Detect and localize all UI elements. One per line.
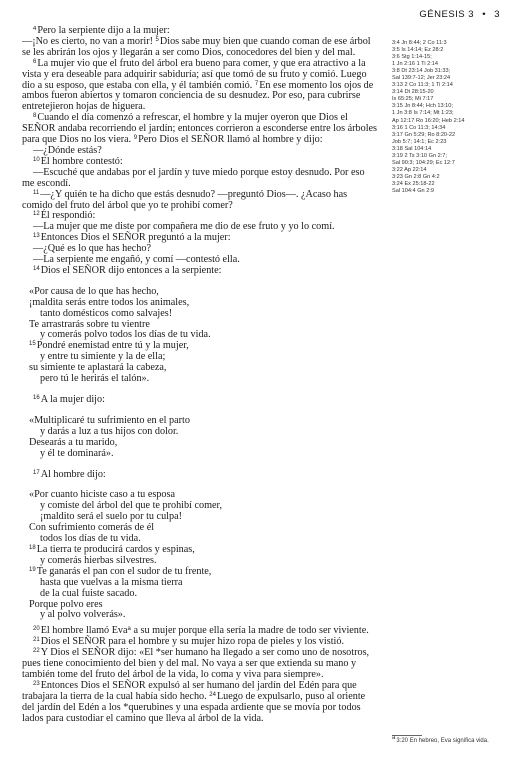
verse-text: El hombre llamó Eva — [40, 625, 128, 637]
verse-number: 21 — [33, 637, 40, 644]
cross-reference: 3:8 Dt 23:14 Job 31:33; — [392, 68, 451, 75]
cross-reference: 3:15 Jn 8:44; Hch 13:10; — [392, 103, 453, 110]
page-number: 3 — [494, 9, 500, 20]
poem-block — [22, 490, 378, 621]
poem-line: hasta que vuelvas a la misma tierra — [40, 576, 183, 588]
poem-line: ¡maldita serás entre todos los animales, — [29, 296, 190, 308]
verse-text: —¿Dónde estás? — [33, 144, 102, 156]
cross-reference: Sal 104:4 Gn 2:9 — [392, 187, 434, 194]
verse-text: Entonces Dios el SEÑOR preguntó a la mujer: — [40, 232, 231, 244]
verse-paragraph — [22, 190, 378, 212]
poem-line: Porque polvo eres — [29, 598, 103, 610]
poem-line: «Multiplicaré tu sufrimiento en el parto — [29, 414, 190, 426]
verse-paragraph — [22, 681, 378, 725]
cross-reference: 3:6 Stg 1:14-15; — [392, 54, 432, 61]
verse-text: —¿Qué es lo que has hecho? — [33, 243, 151, 255]
verse-text: Pero la serpiente dijo a la mujer: — [37, 26, 170, 36]
poem-block — [22, 416, 378, 460]
verse-text: Entonces Dios el SEÑOR expulsó al ser humano del jardín del Edén para que trabajara la tierra de la cual había sido hecho. — [22, 679, 357, 702]
verse-text: —¿Y quién te ha dicho que estás desnudo? —preguntó Dios—. ¿Acaso has comido del fruto del árbol que yo te prohibí comer? — [22, 188, 348, 211]
poem-line: pero tú le herirás el talón». — [40, 373, 150, 385]
cross-reference: Is 65:25; Mi 7:17 — [392, 96, 434, 103]
footnote-ref: 3:20 — [396, 738, 409, 744]
verse-number: 5 — [155, 36, 159, 43]
poem-line: todos los días de tu vida. — [40, 533, 141, 545]
verse-text: La mujer vio que el fruto del árbol era bueno para comer, y que era atractivo a la vista y era deseable para adquirir sabiduría; así que tomó de su fruto y comió. Luego dio a su esposo, que estaba con ella, y él también comió. — [22, 57, 367, 91]
cross-reference: Sal 139:7-12; Jer 23:24 — [392, 75, 451, 82]
verse-number: 6 — [33, 58, 37, 65]
verse-number: 13 — [33, 233, 40, 240]
running-head — [419, 9, 500, 20]
poem-line: y entre tu simiente y la de ella; — [40, 351, 166, 363]
poem-block — [22, 287, 378, 385]
cross-reference: 3:19 2 Ts 3:10 Gn 2:7; — [392, 152, 447, 159]
poem-line: Desearás a tu marido, — [29, 436, 118, 448]
verse-number: 15 — [29, 341, 36, 348]
verse-text: —Escuché que andabas por el jardín y tuve miedo porque estoy desnudo. Por eso me escondí. — [22, 166, 365, 189]
cross-reference: 3:17 Gn 5:29; Ro 8:20-22 — [392, 131, 456, 138]
footnote — [392, 735, 502, 746]
verse-paragraph — [22, 113, 378, 146]
verse-text: Él respondió: — [40, 210, 96, 222]
cross-reference: 3:23 Gn 2:8 Gn 4:2 — [392, 173, 440, 180]
footnote-rule — [392, 735, 422, 736]
poem-line: y él te dominará». — [40, 447, 114, 459]
verse-text: Luego de expulsarlo, puso al oriente del jardín del Edén a los *querubines y una espada ardiente que se movía por todos lados para custodiar el camino que lleva al árbol de la vida. — [22, 690, 366, 724]
verse-text: Cuando el día comenzó a refrescar, el hombre y la mujer oyeron que Dios el SEÑOR andaba recorriendo el jardín; entonces corrieron a esconderse entre los árboles para que Dios no los viera. — [22, 112, 378, 146]
cross-reference: 3:5 Is 14:14; Ez 28:2 — [392, 47, 444, 54]
verse-number: 18 — [29, 544, 36, 551]
poem-line: Con sufrimiento comerás de él — [29, 522, 155, 534]
verse-number: 14 — [33, 265, 40, 272]
footnote-mark: a — [392, 735, 396, 741]
chapter-number: 3 — [468, 9, 475, 20]
poem-line: y comerás polvo todos los días de tu vida. — [40, 329, 211, 341]
cross-reference: 3:4 Jn 8:44; 2 Co 11:3 — [392, 40, 447, 46]
cross-reference: 3:16 1 Co 11:3; 14:34 — [392, 124, 446, 131]
cross-reference: Ap 12:17 Ro 16:20; Heb 2:14 — [392, 117, 465, 124]
verse-number: 22 — [33, 648, 40, 655]
cross-reference: 1 Jn 3:8 Is 7:14; Mt 1:23; — [392, 110, 454, 117]
cross-reference: 3:18 Sal 104:14 — [392, 145, 432, 152]
verse-number: 8 — [33, 113, 37, 120]
cross-reference: 3:24 Ex 25:18-22 — [392, 180, 435, 187]
verse-text: Pero Dios el SEÑOR llamó al hombre y dijo: — [138, 134, 323, 146]
poem-line: Te arrastrarás sobre tu vientre — [29, 318, 150, 330]
book-name: GÉNESIS — [419, 9, 466, 20]
verse-number: 17 — [33, 469, 40, 476]
verse-number: 10 — [33, 156, 40, 163]
poem-line: y al polvo volverás». — [40, 609, 126, 621]
verse-number: 11 — [33, 189, 40, 196]
verse-text: Y Dios el SEÑOR dijo: «El *ser humano ha llegado a ser como uno de nosotros, pues tiene conocimiento del bien y del mal. No vaya a ser que extienda su mano y también tome del fruto del árbol de la vida, lo coma y viva para siempre». — [22, 647, 370, 680]
verse-text: Dios sabe muy bien que cuando coman de ese árbol se les abrirán los ojos y llegarán a ser como Dios, conocedores del bien y del mal. — [22, 35, 371, 58]
poem-line: y comiste del árbol del que te prohibí comer, — [40, 500, 223, 512]
verse-text: —¡No es cierto, no van a morir! — [22, 35, 156, 47]
poem-line: y darás a luz a tus hijos con dolor. — [40, 425, 179, 437]
header-separator: • — [482, 9, 487, 20]
footnote-marker[interactable]: a — [127, 626, 131, 633]
verse-text: El hombre contestó: — [40, 155, 123, 167]
verse-paragraph — [22, 59, 378, 114]
verse-number: 20 — [33, 626, 40, 633]
verse-number: 24 — [209, 691, 216, 698]
footnote-text: En hebreo, Eva significa vida. — [409, 738, 489, 744]
verse-paragraph — [22, 395, 378, 406]
poem-line: ¡maldito será el suelo por tu culpa! — [40, 511, 183, 523]
verse-paragraph — [22, 266, 378, 277]
verse-number: 4 — [33, 26, 37, 32]
poem-text: La tierra te producirá cardos y espinas, — [36, 543, 195, 555]
verse-paragraph — [22, 648, 378, 681]
poem-line: y comerás hierbas silvestres. — [40, 554, 157, 566]
cross-references — [392, 40, 502, 195]
verse-text: Dios el SEÑOR dijo entonces a la serpiente: — [40, 264, 222, 276]
verse-number: 7 — [254, 80, 259, 87]
poem-text: Te ganarás el pan con el sudor de tu frente, — [36, 565, 212, 577]
cross-reference: 3:13 2 Co 11:3; 1 Ti 2:14 — [392, 82, 453, 89]
verse-text: a su mujer porque ella sería la madre de todo ser viviente. — [130, 625, 369, 637]
verse-text: —La serpiente me engañó, y comí —contestó ella. — [33, 254, 240, 266]
cross-reference: 1 Jn 2:16 1 Ti 2:14 — [392, 61, 439, 68]
poem-line: «Por cuanto hiciste caso a tu esposa — [29, 489, 175, 501]
scripture-text — [22, 26, 378, 778]
verse-number: 12 — [33, 211, 40, 218]
verse-text: A la mujer dijo: — [40, 394, 105, 405]
cross-reference: Sal 90:3; 104:29; Ec 12:7 — [392, 159, 455, 166]
verse-paragraph — [22, 470, 378, 481]
verse-text: Dios el SEÑOR para el hombre y su mujer hizo ropa de pieles y los vistió. — [40, 636, 344, 648]
verse-number: 23 — [33, 680, 40, 687]
poem-line: tanto domésticos como salvajes! — [40, 307, 173, 319]
poem-line: «Por causa de lo que has hecho, — [29, 285, 159, 297]
verse-paragraph — [22, 168, 378, 190]
cross-reference: 3:22 Ap 22:14 — [392, 166, 427, 173]
poem-line: su simiente te aplastará la cabeza, — [29, 362, 167, 374]
verse-text: Al hombre dijo: — [40, 468, 106, 480]
verse-number: 16 — [33, 395, 40, 401]
verse-number: 19 — [29, 566, 36, 573]
poem-text: Pondré enemistad entre tú y la mujer, — [36, 340, 189, 352]
verse-number: 9 — [133, 135, 138, 142]
poem-line: de la cual fuiste sacado. — [40, 587, 138, 599]
cross-reference: Job 5:7; 14:1; Ec 2:23 — [392, 138, 447, 145]
cross-reference: 3:14 Dt 28:15-20 — [392, 89, 434, 96]
verse-text: —La mujer que me diste por compañera me dio de ese fruto y yo lo comí. — [33, 221, 335, 233]
verse-paragraph — [22, 37, 378, 59]
verse-text: En ese momento los ojos de ambos fueron abiertos y tomaron conciencia de su desnudez. Por eso, para cubrirse entretejieron hojas de higuera. — [22, 79, 374, 113]
